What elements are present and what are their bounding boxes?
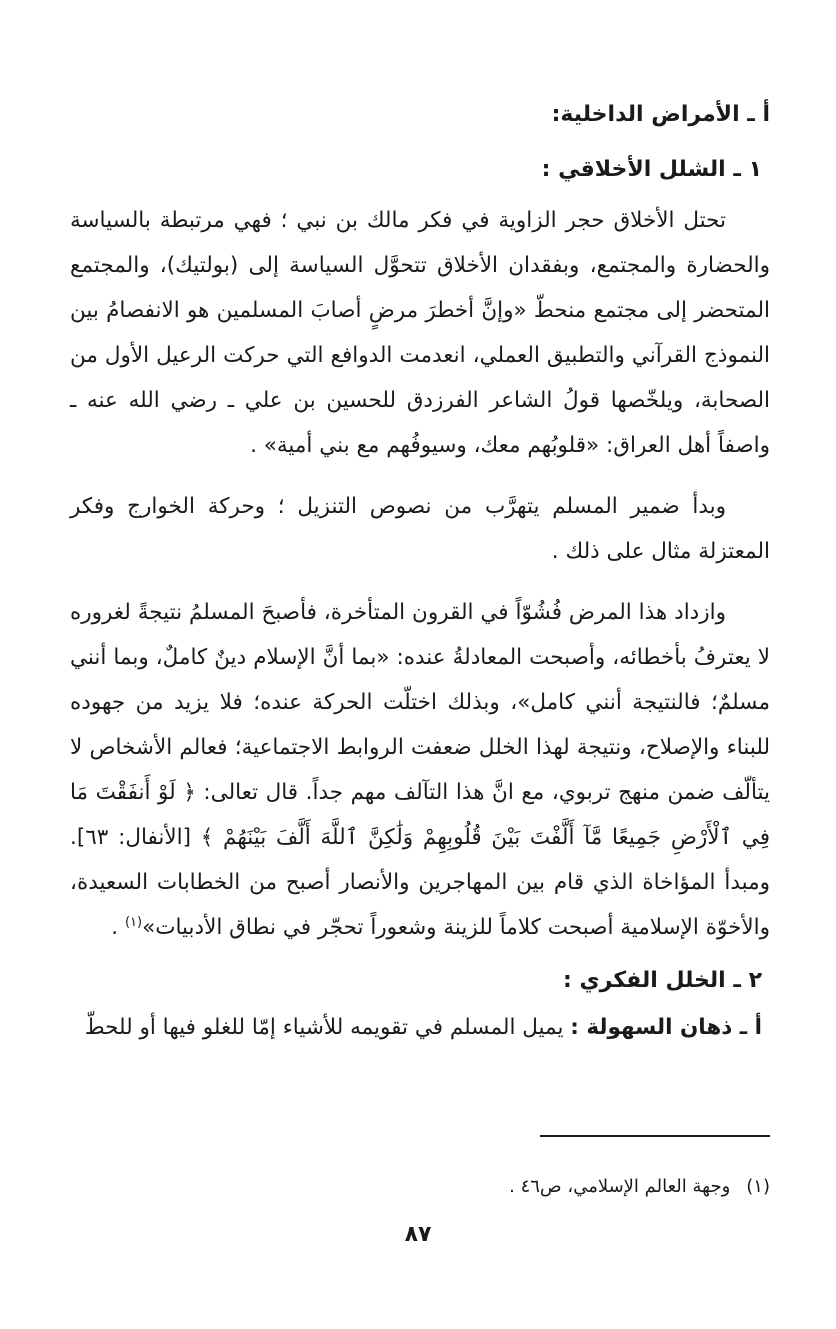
footnote-text: وجهة العالم الإسلامي، ص٤٦ . [509,1176,731,1197]
subheading-intellectual-flaw: ٢ ـ الخلل الفكري : [563,968,762,993]
paragraph-4 [70,1005,770,1050]
paragraph-3-text: وازداد هذا المرض فُشُوّاً في القرون المتأخرة، فأصبحَ المسلمُ نتيجةً لغروره لا يعترفُ بأخطائه، وأصبحت المعادلةُ عنده: «بما أنَّ الإسلام دينٌ كاملٌ، وبما أنني مسلمٌ؛ فالنتيجة أنني كامل»، وبذلك اختلّت الحركة عنده؛ فلا يزيد من جهوده للبناء والإصلاح، ونتيجة لهذا الخلل ضعفت الروابط الاجتماعية؛ فعالم الأشخاص لا يتألّف ضمن منهج تربوي، مع انَّ هذا التآلف مهم جداً. قال تعالى: ﴿ لَوْ أَنفَقْتَ مَا فِي ٱلْأَرْضِ جَمِيعًا مَّآ أَلَّفْتَ بَيْنَ قُلُوبِهِمْ وَلَٰكِنَّ ٱللَّهَ أَلَّفَ بَيْنَهُمْ ﴾ [الأنفال: ٦٣]. ومبدأ المؤاخاة الذي قام بين المهاجرين والأنصار أصبح من الخطابات السعيدة، والأخوّة الإسلامية أصبحت كلاماً للزينة وشعوراً تحجّر في نطاق الأدبيات» [70,600,770,940]
footnote-reference: (١) [124,914,143,930]
footnote-number: (١) [746,1176,770,1197]
page-body [70,90,770,1050]
paragraph-4-label: أ ـ ذهان السهولة : [570,1015,762,1040]
footnote-divider [540,1135,770,1137]
paragraph-3 [70,590,770,950]
footnote [509,1176,770,1197]
section-heading-internal-diseases: أ ـ الأمراض الداخلية: [551,102,770,127]
page-number: ٨٧ [404,1222,432,1247]
subheading-moral-paralysis: ١ ـ الشلل الأخلاقي : [541,157,762,182]
paragraph-4-text: يميل المسلم في تقويمه للأشياء إمّا للغلو فيها أو للحطّ [84,1015,571,1040]
paragraph-3-end: . [111,915,125,940]
paragraph-1: تحتل الأخلاق حجر الزاوية في فكر مالك بن نبي ؛ فهي مرتبطة بالسياسة والحضارة والمجتمع، وبفقدان الأخلاق تتحوَّل السياسة إلى (بولتيك)، والمجتمع المتحضر إلى مجتمع منحطّ «وإنَّ أخطرَ مرضٍ أصابَ المسلمين هو الانفصامُ بين النموذج القرآني والتطبيق العملي، انعدمت الدوافع التي حركت الرعيل الأول من الصحابة، ويلخّصها قولُ الشاعر الفرزدق للحسين بن علي ـ رضي الله عنه ـ واصفاً أهل العراق: «قلوبُهم معك، وسيوفُهم مع بني أمية» . [70,208,770,458]
paragraph-2: وبدأ ضمير المسلم يتهرَّب من نصوص التنزيل ؛ وحركة الخوارج وفكر المعتزلة مثال على ذلك . [70,494,770,564]
